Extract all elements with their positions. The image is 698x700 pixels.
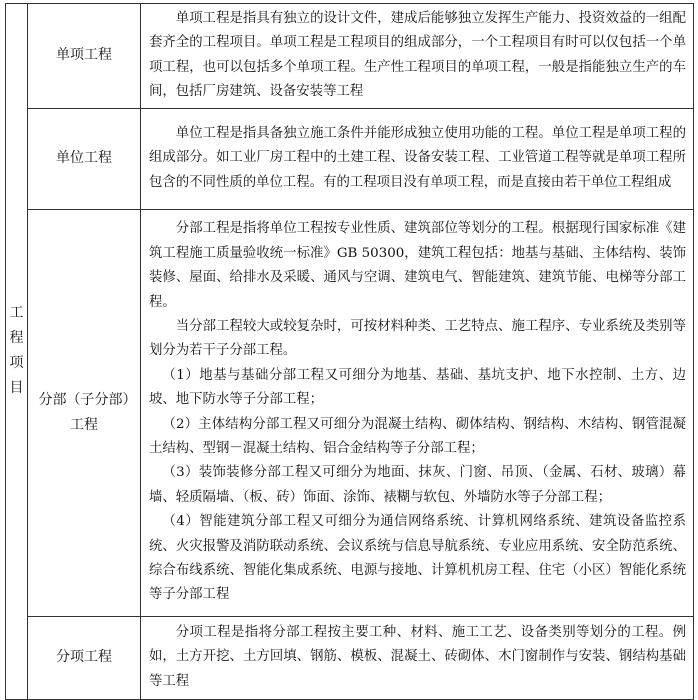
- description-paragraph: 单位工程是指具备独立施工条件并能形成独立使用功能的工程。单位工程是单项工程的组成部分。如工业厂房工程中的土建工程、设备安装工程、工业管道工程等就是单项工程所包含的不同性质的单位工程。有的工程项目没有单项工程，而是直接由若干单位工程组成: [149, 126, 686, 190]
- description-paragraph: 单项工程是指具有独立的设计文件，建成后能够独立发挥生产能力、投资效益的一组配套齐全的工程项目。单项工程是工程项目的组成部分，一个工程项目有时可以仅包括一个单项工程，也可以包括多个单项工程。生产性工程项目的单项工程，一般是指能独立生产的车间，包括厂房建筑、设备安装等工程: [149, 11, 686, 100]
- row-name-cell: [28, 616, 141, 699]
- table-row: [6, 108, 694, 209]
- group-label: 工程项目: [9, 305, 24, 397]
- project-breakdown-table: [5, 3, 694, 700]
- description-paragraph: 当分部工程较大或较复杂时，可按材料种类、工艺特点、施工程序、专业系统及类别等划分为若干子分部工程。: [149, 319, 686, 359]
- row-name-single-project: 单项工程: [56, 47, 112, 64]
- description-list-item: （3）装饰装修分部工程又可细分为地面、抹灰、门窗、吊顶、（金属、石材、玻璃）幕墙、轻质隔墙、（板、砖）饰面、涂饰、裱糊与软包、外墙防水等子分部工程；: [149, 465, 686, 505]
- row-description-cell: [141, 108, 694, 209]
- row-name-cell: [28, 108, 141, 209]
- row-name-unit-project: 单位工程: [56, 150, 112, 167]
- description-paragraph: 分项工程是指将分部工程按主要工种、材料、施工工艺、设备类别等划分的工程。例如，土方开挖、土方回填、钢筋、模板、混凝土、砖砌体、木门窗制作与安装、钢结构基础等工程: [149, 625, 686, 689]
- table-row: [6, 616, 694, 699]
- row-description-cell: [141, 209, 694, 616]
- description-paragraph: 分部工程是指将单位工程按专业性质、建筑部位等划分的工程。根据现行国家标准《建筑工程施工质量验收统一标准》GB 50300，建筑工程包括：地基与基础、主体结构、装饰装修、屋面、给排水及采暖、通风与空调、建筑电气、智能建筑、建筑节能、电梯等分部工程。: [149, 221, 686, 310]
- description-list-item: （2）主体结构分部工程又可细分为混凝土结构、砌体结构、钢结构、木结构、钢管混凝土结构、型钢－混凝土结构、铝合金结构等子分部工程；: [149, 416, 686, 457]
- table-row: [6, 4, 694, 109]
- row-name-division-project: 分部（子分部）工程: [38, 391, 130, 433]
- description-list-item: （4）智能建筑分部工程又可细分为通信网络系统、计算机网络系统、建筑设备监控系统、火灾报警及消防联动系统、会议系统与信息导航系统、专业应用系统、安全防范系统、综合布线系统、智能化集成系统、电源与接地、计算机机房工程、住宅（小区）智能化系统等子分部工程: [149, 514, 686, 603]
- table-row: [6, 209, 694, 616]
- row-name-subitem-project: 分项工程: [56, 649, 112, 666]
- row-name-cell: [28, 209, 141, 616]
- row-description-cell: [141, 4, 694, 109]
- row-name-cell: [28, 4, 141, 109]
- row-description-cell: [141, 616, 694, 699]
- group-label-cell: [6, 4, 28, 700]
- description-list-item: （1）地基与基础分部工程又可细分为地基、基础、基坑支护、地下水控制、土方、边坡、地下防水等子分部工程；: [149, 367, 686, 408]
